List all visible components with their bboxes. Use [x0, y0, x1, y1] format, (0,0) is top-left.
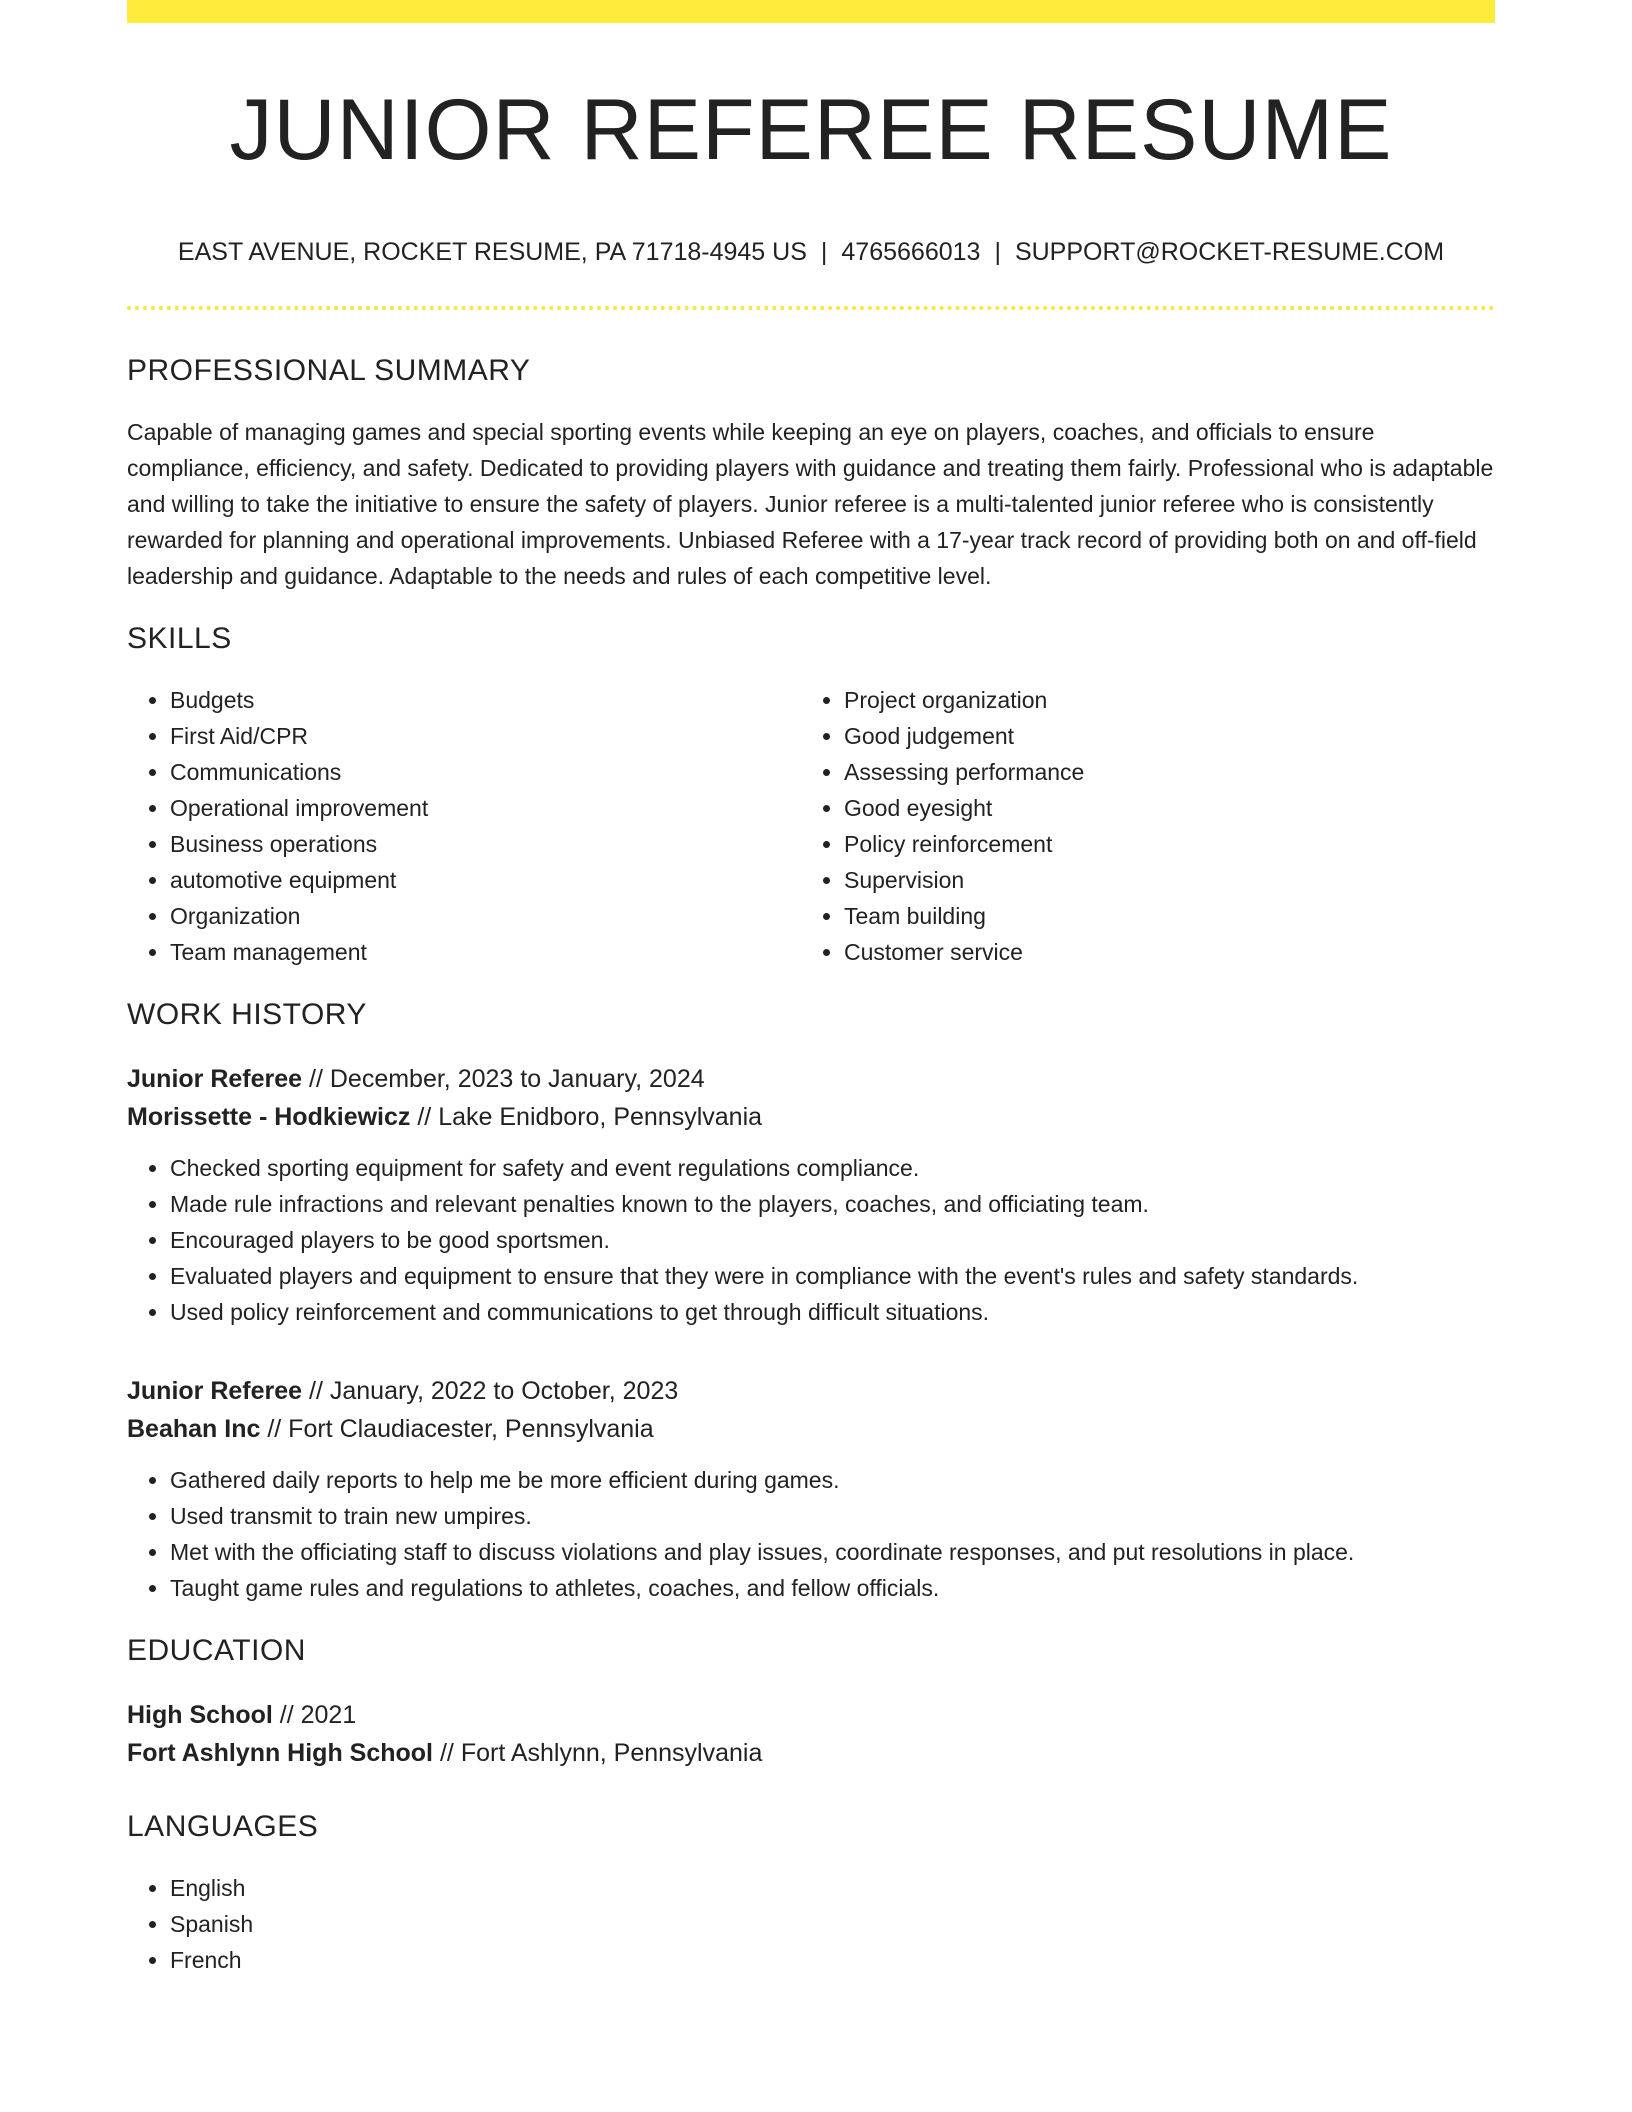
- skill-item: • automotive equipment: [170, 862, 801, 898]
- skill-item: • Good eyesight: [844, 790, 1475, 826]
- skills-heading: SKILLS: [127, 621, 232, 655]
- job-bullet: • Met with the officiating staff to discuss violations and play issues, coordinate responses, and put resolutions in place.: [170, 1534, 1495, 1570]
- skill-item: • Policy reinforcement: [844, 826, 1475, 862]
- job-title: Junior Referee: [127, 1376, 303, 1405]
- field-separator: //: [260, 1414, 289, 1443]
- education-heading: EDUCATION: [127, 1633, 306, 1667]
- dotted-divider: [127, 306, 1495, 310]
- job-bullet: • Used transmit to train new umpires.: [170, 1498, 1495, 1534]
- skill-item: • Communications: [170, 754, 801, 790]
- skill-item: • Project organization: [844, 682, 1475, 718]
- work-history-heading: WORK HISTORY: [127, 997, 367, 1031]
- summary-text: Capable of managing games and special sporting events while keeping an eye on players, coaches, and officials to ensure compliance, efficiency, and safety. Dedicated to providing players with guidance and treating them fairly. Professional who is adaptable and willing to take the initiative to ensure the safety of players. Junior referee is a multi-talented junior referee who is consistently rewarded for planning and operational improvements. Unbiased Referee with a 17-year track record of providing both on and off-field leadership and guidance. Adaptable to the needs and rules of each competitive level.: [127, 418, 1494, 589]
- resume-title: JUNIOR REFEREE RESUME: [229, 82, 1393, 178]
- contact-separator: |: [994, 237, 1001, 266]
- skill-item: • Operational improvement: [170, 790, 801, 826]
- job-company-line: [127, 1410, 1495, 1448]
- education-entry: [127, 1696, 1495, 1772]
- skill-item: • Team management: [170, 934, 801, 970]
- skill-item: • Good judgement: [844, 718, 1475, 754]
- skill-item: • Supervision: [844, 862, 1475, 898]
- field-separator: //: [433, 1738, 461, 1767]
- job-company-line: [127, 1098, 1495, 1136]
- skill-item: • Team building: [844, 898, 1475, 934]
- skill-item: • Organization: [170, 898, 801, 934]
- job-entry: [127, 1372, 1495, 1606]
- job-bullet: • Gathered daily reports to help me be more efficient during games.: [170, 1462, 1495, 1498]
- job-dates: January, 2022 to October, 2023: [329, 1376, 679, 1405]
- job-bullets: [127, 1462, 1495, 1606]
- job-bullet: • Encouraged players to be good sportsmen.: [170, 1222, 1495, 1258]
- job-company: Beahan Inc: [127, 1414, 261, 1443]
- language-item: • Spanish: [170, 1906, 1495, 1942]
- language-item: • French: [170, 1942, 1495, 1978]
- job-title-line: [127, 1060, 1495, 1098]
- field-separator: //: [302, 1064, 330, 1093]
- job-company: Morissette - Hodkiewicz: [127, 1102, 411, 1131]
- job-bullets: [127, 1150, 1495, 1330]
- skill-item: • Assessing performance: [844, 754, 1475, 790]
- job-title-line: [127, 1372, 1495, 1410]
- resume-page: [127, 0, 1495, 1978]
- education-school-line: [127, 1734, 1495, 1772]
- job-bullet: • Taught game rules and regulations to athletes, coaches, and fellow officials.: [170, 1570, 1495, 1606]
- field-separator: //: [410, 1102, 439, 1131]
- skill-item: • Business operations: [170, 826, 801, 862]
- skills-grid: [127, 682, 1495, 970]
- job-entry: [127, 1060, 1495, 1330]
- education-degree: High School: [127, 1700, 273, 1729]
- skills-column-left: [127, 682, 801, 970]
- job-title: Junior Referee: [127, 1064, 303, 1093]
- contact-phone: 4765666013: [841, 237, 981, 266]
- field-separator: //: [302, 1376, 330, 1405]
- job-bullet: • Made rule infractions and relevant penalties known to the players, coaches, and officiating team.: [170, 1186, 1495, 1222]
- contact-separator: |: [820, 237, 828, 266]
- job-location: Fort Claudiacester, Pennsylvania: [288, 1414, 654, 1443]
- contact-email: SUPPORT@ROCKET-RESUME.COM: [1014, 237, 1445, 266]
- field-separator: //: [272, 1700, 301, 1729]
- contact-address: EAST AVENUE, ROCKET RESUME, PA 71718-4945 US: [177, 237, 807, 266]
- skill-item: • Customer service: [844, 934, 1475, 970]
- job-bullet: • Used policy reinforcement and communications to get through difficult situations.: [170, 1294, 1495, 1330]
- language-item: • English: [170, 1870, 1495, 1906]
- skills-column-right: [801, 682, 1475, 970]
- education-location: Fort Ashlynn, Pennsylvania: [460, 1738, 763, 1767]
- contact-line: [127, 238, 1495, 267]
- languages-list: [127, 1870, 1495, 1978]
- summary-heading: PROFESSIONAL SUMMARY: [127, 353, 531, 387]
- job-bullet: • Checked sporting equipment for safety and event regulations compliance.: [170, 1150, 1495, 1186]
- job-bullet: • Evaluated players and equipment to ensure that they were in compliance with the event's rules and safety standards.: [170, 1258, 1495, 1294]
- skill-item: • First Aid/CPR: [170, 718, 801, 754]
- education-degree-line: [127, 1696, 1495, 1734]
- skill-item: • Budgets: [170, 682, 801, 718]
- education-year: 2021: [300, 1700, 357, 1729]
- job-dates: December, 2023 to January, 2024: [329, 1064, 705, 1093]
- languages-heading: LANGUAGES: [127, 1809, 319, 1843]
- education-school: Fort Ashlynn High School: [127, 1738, 434, 1767]
- accent-top-bar: [127, 0, 1495, 23]
- job-location: Lake Enidboro, Pennsylvania: [438, 1102, 763, 1131]
